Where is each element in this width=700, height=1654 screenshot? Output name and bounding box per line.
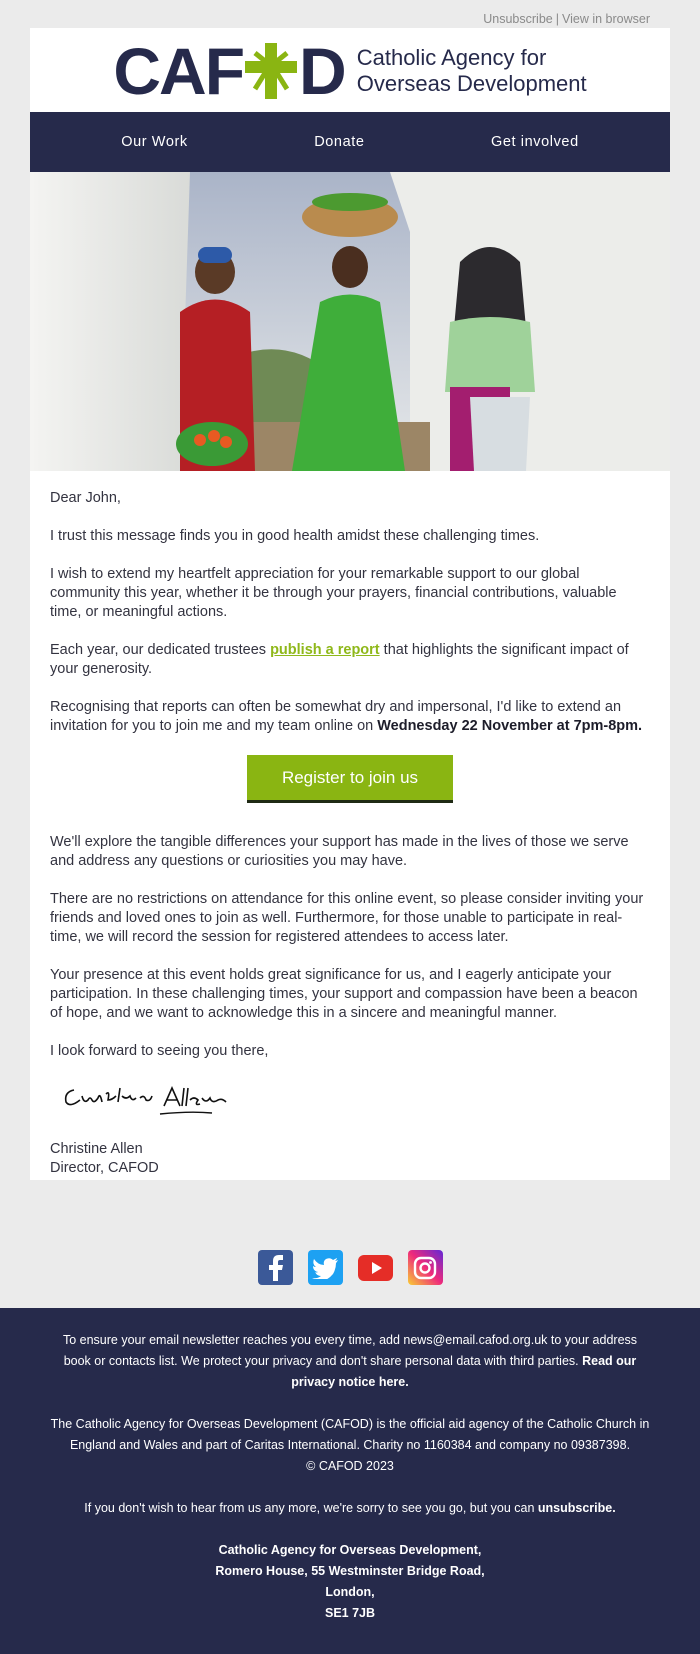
footer-charity-text: The Catholic Agency for Overseas Development (CAFOD) is the official aid agency of the Catholic Church in England and Wales and part of Caritas International. Charity no 1160384 and company no 09387398. [50,1417,650,1452]
top-links [0,0,700,28]
paragraph-3 [50,641,650,679]
hero-photo [30,172,670,471]
footer-privacy-text: To ensure your email newsletter reaches you every time, add news@email.cafod.org.uk to your address book or contacts list. We protect your privacy and don't share personal data with third parties. [62,1333,638,1368]
paragraph-7: Your presence at this event holds great significance for us, and I eagerly anticipate your participation. In these challenging times, your support and compassion have been a beacon of hope, and we want to acknowledge this in a sincere and meaningful manner. [50,967,638,1021]
paragraph-2: I wish to extend my heartfelt appreciation for your remarkable support to our global community this year, whether it be through your prayers, financial contributions, valuable time, or meaningful actions. [50,566,617,620]
nav-donate[interactable]: Donate [314,134,365,150]
signatory-title: Director, CAFOD [50,1160,159,1176]
address-line-3: London, [325,1585,375,1599]
nav-our-work[interactable]: Our Work [121,134,188,150]
facebook-icon[interactable] [258,1250,293,1285]
logo-letter-f: F [204,34,244,108]
youtube-icon[interactable] [358,1250,393,1285]
footer-copyright: © CAFOD 2023 [306,1459,394,1473]
paragraph-5: We'll explore the tangible differences your support has made in the lives of those we serve and address any questions or curiosities you may have. [50,834,629,869]
footer [0,1308,700,1654]
tagline-line-2: Overseas Development [356,71,587,96]
email-body [30,28,670,1180]
nav-get-involved[interactable]: Get involved [490,134,579,150]
address-line-1: Catholic Agency for Overseas Development, [218,1543,482,1557]
footer-unsubscribe-text: If you don't wish to hear from us any more, we're sorry to see you go, but you can [84,1501,538,1515]
link-separator: | [555,12,559,26]
cta-wrapper [50,755,650,803]
paragraph-4-start: Recognising that reports can often be somewhat dry and impersonal, I'd like to extend an invitation for you to join me and my team online on [50,699,622,734]
hero-image [30,172,670,471]
privacy-notice-link[interactable]: Read our privacy notice here. [291,1354,637,1389]
unsubscribe-link[interactable]: Unsubscribe [483,12,553,26]
signature [60,1078,650,1124]
greeting: Dear John, [50,490,121,506]
paragraph-1: I trust this message finds you in good health amidst these challenging times. [50,528,540,544]
tagline-line-1: Catholic Agency for [356,45,547,70]
twitter-icon[interactable] [308,1250,343,1285]
handwritten-signature [60,1078,240,1124]
cross-icon [245,43,297,99]
logo-letter-a: A [159,34,205,108]
address-line-2: Romero House, 55 Westminster Bridge Road, [215,1564,485,1578]
signatory-name: Christine Allen [50,1141,143,1157]
paragraph-6: There are no restrictions on attendance for this online event, so please consider inviting your friends and loved ones to join as well. Furthermore, for those unable to participate in real-time, we will record the session for registered attendees to access later. [50,891,644,945]
social-links [0,1250,700,1285]
view-in-browser-link[interactable]: View in browser [561,12,650,26]
logo-letter-d: D [299,34,345,108]
paragraph-3-end: that highlights the significant impact of your generosity. [50,642,629,677]
paragraph-8: I look forward to seeing you there, [50,1043,269,1059]
instagram-icon[interactable] [408,1250,443,1285]
header-logo[interactable] [30,28,670,112]
main-nav [30,112,670,172]
logo-tagline [357,45,587,97]
paragraph-3-start: Each year, our dedicated trustees [50,642,271,658]
letter-content [30,471,670,1180]
paragraph-4 [50,698,650,736]
cafod-logo [113,34,345,108]
footer-charity [50,1414,650,1477]
address-line-4: SE1 7JB [324,1606,376,1620]
register-button[interactable]: Register to join us [247,755,453,803]
logo-letter-c: C [113,34,160,108]
footer-unsubscribe-link[interactable]: unsubscribe. [537,1501,616,1515]
publish-report-link[interactable]: publish a report [270,642,380,658]
footer-address [50,1540,650,1624]
event-date: Wednesday 22 November at 7pm-8pm. [377,718,643,734]
footer-unsubscribe [50,1498,650,1519]
footer-privacy [50,1330,650,1393]
